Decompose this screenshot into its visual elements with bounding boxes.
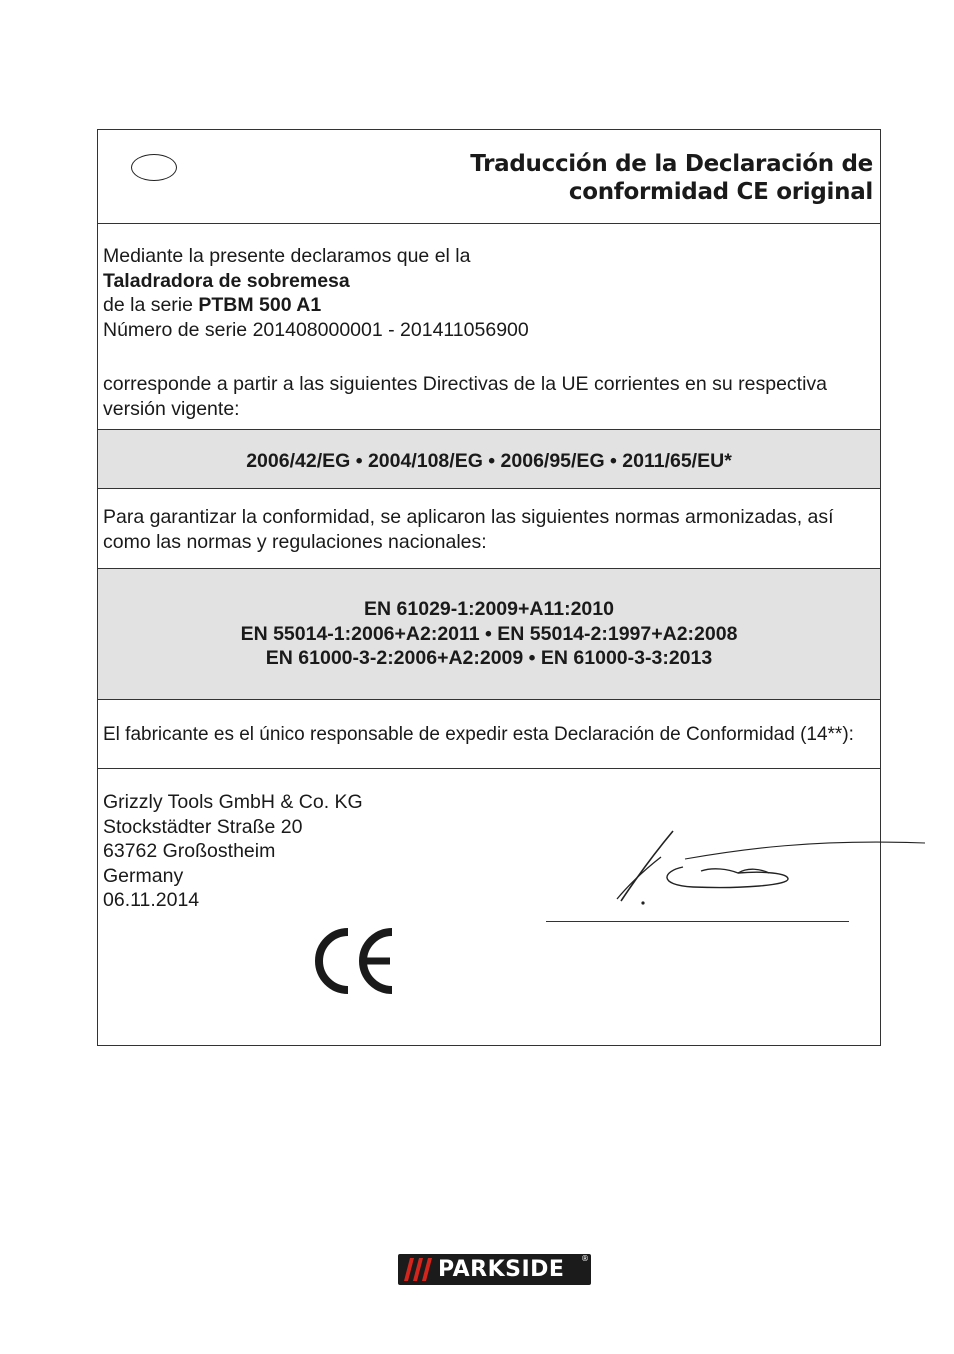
title-line-2: conformidad CE original [568,179,873,205]
intro-line: Mediante la presente declaramos que el la [103,245,471,267]
logo-registered-mark: ® [581,1254,589,1263]
norms-intro-line-2: como las normas y regulaciones nacionales: [103,530,487,553]
directives-intro-line-1: corresponde a partir a las siguientes Directivas de la UE corrientes en su respectiva [103,373,828,395]
manufacturer-section [98,769,880,1045]
responsibility-section [98,700,880,769]
responsibility-statement: El fabricante es el único responsable de expedir esta Declaración de Conformidad (14**): [103,724,854,745]
directives-intro-line-2: versión vigente: [103,397,240,420]
declaration-frame [97,129,881,1046]
directives-section [98,430,880,489]
series-model: PTBM 500 A1 [198,294,322,316]
norms-intro-section [98,489,880,569]
city: 63762 Großostheim [103,840,276,862]
signature-line [546,921,849,922]
intro-section [98,224,880,430]
ce-mark-icon [310,926,400,996]
language-code-oval [131,154,177,181]
document-title [470,150,873,206]
declaration-date: 06.11.2014 [103,889,200,911]
product-name: Taladradora de sobremesa [103,269,350,292]
title-line-1: Traducción de la Declaración de [470,151,873,177]
parkside-logo [398,1254,591,1285]
norm-line-1: EN 61029-1:2009+A11:2010 [364,598,614,620]
street-address: Stockstädter Straße 20 [103,815,303,838]
series-prefix: de la serie [103,294,199,316]
norm-line-2: EN 55014-1:2006+A2:2011 • EN 55014-2:1997+A2:2008 [240,622,738,645]
norm-line-3: EN 61000-3-2:2006+A2:2009 • EN 61000-3-3:2013 [265,647,713,669]
norms-section [98,569,880,700]
serial-range: Número de serie 201408000001 - 201411056900 [103,318,529,341]
directives-list: 2006/42/EG • 2004/108/EG • 2006/95/EG • 2011/65/EU* [246,450,732,472]
country: Germany [103,864,184,887]
norms-intro-line-1: Para garantizar la conformidad, se aplicaron las siguientes normas armonizadas, así [103,506,834,528]
series-line [103,293,874,318]
signature-icon [613,827,933,907]
logo-text: PARKSIDE [438,1257,565,1282]
company-name: Grizzly Tools GmbH & Co. KG [103,791,363,813]
header-section [98,130,880,224]
logo-slashes-icon [404,1258,436,1281]
